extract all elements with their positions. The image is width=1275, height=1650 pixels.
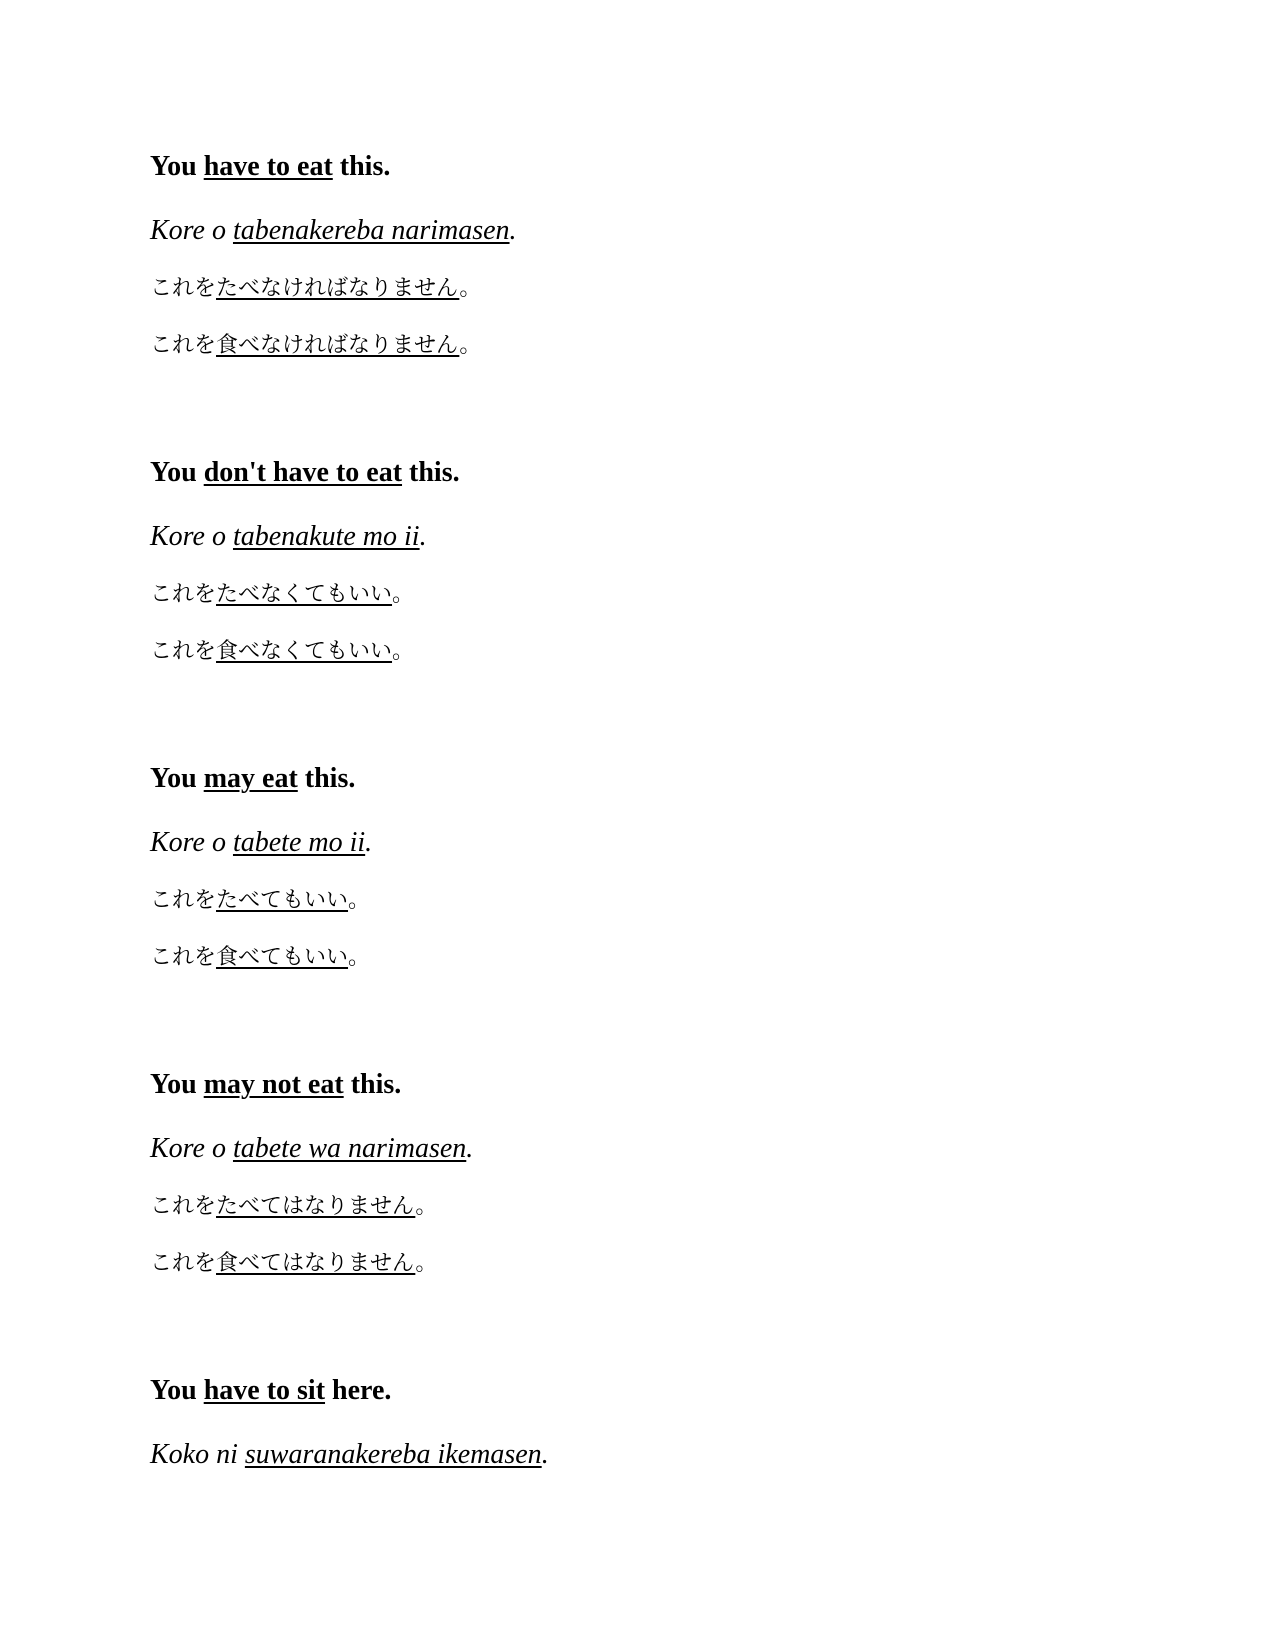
romaji-sentence xyxy=(150,521,427,553)
kana-key-phrase: たべてはなりません xyxy=(216,1194,416,1219)
english-sentence xyxy=(150,1375,391,1407)
kana-suffix: 。 xyxy=(348,888,371,913)
romaji-key-phrase: tabenakereba narimasen xyxy=(232,215,510,246)
english-key-phrase: have to sit xyxy=(203,1375,326,1406)
english-key-phrase: may not eat xyxy=(203,1069,344,1100)
kana-suffix: 。 xyxy=(459,276,482,301)
kana-suffix: 。 xyxy=(415,1194,438,1219)
kana-prefix: これを xyxy=(150,276,217,301)
kanji-prefix: これを xyxy=(150,945,217,970)
english-prefix: You xyxy=(150,457,204,488)
kanji-key-phrase: 食べなくてもいい xyxy=(216,639,393,664)
kana-prefix: これを xyxy=(150,582,217,607)
romaji-sentence xyxy=(150,827,372,859)
kanji-suffix: 。 xyxy=(415,1251,438,1276)
kana-sentence xyxy=(150,888,370,914)
kana-key-phrase: たべなければなりません xyxy=(216,276,460,301)
romaji-prefix: Koko ni xyxy=(150,1439,245,1470)
kana-sentence xyxy=(150,1194,437,1220)
kanji-key-phrase: 食べてもいい xyxy=(216,945,349,970)
romaji-suffix: . xyxy=(419,521,427,552)
kana-sentence xyxy=(150,276,481,302)
english-suffix: this. xyxy=(297,763,356,794)
english-sentence xyxy=(150,1069,401,1101)
kanji-prefix: これを xyxy=(150,333,217,358)
kanji-prefix: これを xyxy=(150,1251,217,1276)
english-key-phrase: have to eat xyxy=(203,151,333,182)
romaji-suffix: . xyxy=(466,1133,474,1164)
romaji-sentence xyxy=(150,1133,473,1165)
romaji-suffix: . xyxy=(541,1439,549,1470)
kanji-suffix: 。 xyxy=(348,945,371,970)
english-suffix: here. xyxy=(325,1375,392,1406)
english-sentence xyxy=(150,457,460,489)
english-prefix: You xyxy=(150,1375,204,1406)
kanji-suffix: 。 xyxy=(459,333,482,358)
english-key-phrase: don't have to eat xyxy=(203,457,403,488)
romaji-prefix: Kore o xyxy=(150,1133,233,1164)
romaji-suffix: . xyxy=(365,827,373,858)
kanji-key-phrase: 食べなければなりません xyxy=(216,333,460,358)
kana-prefix: これを xyxy=(150,888,217,913)
english-key-phrase: may eat xyxy=(203,763,298,794)
kanji-sentence xyxy=(150,333,481,359)
english-suffix: this. xyxy=(332,151,391,182)
romaji-prefix: Kore o xyxy=(150,827,233,858)
kanji-sentence xyxy=(150,639,414,665)
english-suffix: this. xyxy=(343,1069,402,1100)
kana-key-phrase: たべなくてもいい xyxy=(216,582,393,607)
kana-sentence xyxy=(150,582,414,608)
english-prefix: You xyxy=(150,763,204,794)
romaji-key-phrase: tabenakute mo ii xyxy=(232,521,420,552)
kana-key-phrase: たべてもいい xyxy=(216,888,349,913)
kanji-key-phrase: 食べてはなりません xyxy=(216,1251,416,1276)
english-sentence xyxy=(150,763,355,795)
english-prefix: You xyxy=(150,1069,204,1100)
kanji-prefix: これを xyxy=(150,639,217,664)
kana-prefix: これを xyxy=(150,1194,217,1219)
romaji-suffix: . xyxy=(509,215,517,246)
kanji-sentence xyxy=(150,1251,437,1277)
romaji-key-phrase: tabete mo ii xyxy=(232,827,366,858)
romaji-sentence xyxy=(150,215,517,247)
kanji-sentence xyxy=(150,945,370,971)
english-sentence xyxy=(150,151,390,183)
romaji-prefix: Kore o xyxy=(150,215,233,246)
romaji-key-phrase: tabete wa narimasen xyxy=(232,1133,467,1164)
romaji-key-phrase: suwaranakereba ikemasen xyxy=(244,1439,542,1470)
romaji-sentence xyxy=(150,1439,549,1471)
kanji-suffix: 。 xyxy=(392,639,415,664)
romaji-prefix: Kore o xyxy=(150,521,233,552)
english-suffix: this. xyxy=(402,457,460,488)
english-prefix: You xyxy=(150,151,204,182)
kana-suffix: 。 xyxy=(392,582,415,607)
